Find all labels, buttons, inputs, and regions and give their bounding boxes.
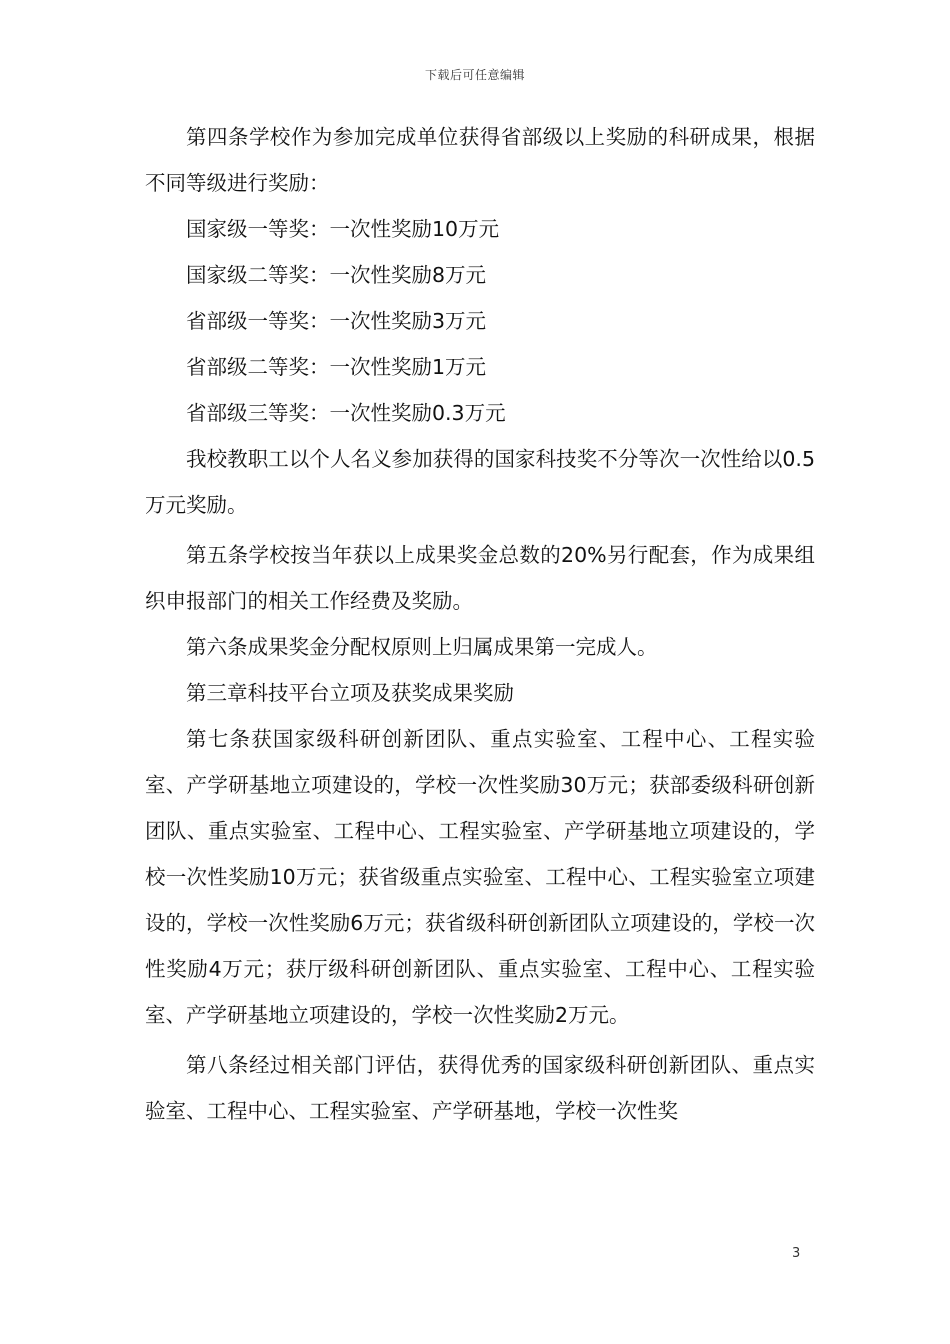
document-body	[145, 114, 815, 1134]
article-7-paragraph: 第七条获国家级科研创新团队、重点实验室、工程中心、工程实验室、产学研基地立项建设的，学校一次性奖励30万元；获部委级科研创新团队、重点实验室、工程中心、工程实验室、产学研基地立项建设的，学校一次性奖励10万元；获省级重点实验室、工程中心、工程实验室立项建设的，学校一次性奖励6万元；获省级科研创新团队立项建设的，学校一次性奖励4万元；获厅级科研创新团队、重点实验室、工程中心、工程实验室、产学研基地立项建设的，学校一次性奖励2万元。	[145, 727, 815, 1027]
award-provincial-second: 省部级二等奖：一次性奖励1万元	[186, 355, 487, 379]
page-header: 下载后可任意编辑	[424, 68, 525, 82]
article-4-intro: 第四条学校作为参加完成单位获得省部级以上奖励的科研成果，根据不同等级进行奖励：	[145, 125, 815, 195]
award-provincial-third: 省部级三等奖：一次性奖励0.3万元	[186, 401, 506, 425]
award-national-first: 国家级一等奖：一次性奖励10万元	[186, 217, 500, 241]
award-provincial-first: 省部级一等奖：一次性奖励3万元	[186, 309, 487, 333]
page-number: 3	[792, 1246, 801, 1261]
personal-award-paragraph: 我校教职工以个人名义参加获得的国家科技奖不分等次一次性给以0.5万元奖励。	[145, 447, 815, 517]
article-8-paragraph: 第八条经过相关部门评估，获得优秀的国家级科研创新团队、重点实验室、工程中心、工程实验室、产学研基地，学校一次性奖	[145, 1053, 815, 1123]
chapter-3-heading: 第三章科技平台立项及获奖成果奖励	[186, 681, 514, 705]
award-national-second: 国家级二等奖：一次性奖励8万元	[186, 263, 487, 287]
article-6-paragraph: 第六条成果奖金分配权原则上归属成果第一完成人。	[186, 635, 658, 659]
article-5-paragraph: 第五条学校按当年获以上成果奖金总数的20%另行配套，作为成果组织申报部门的相关工作经费及奖励。	[145, 543, 815, 613]
